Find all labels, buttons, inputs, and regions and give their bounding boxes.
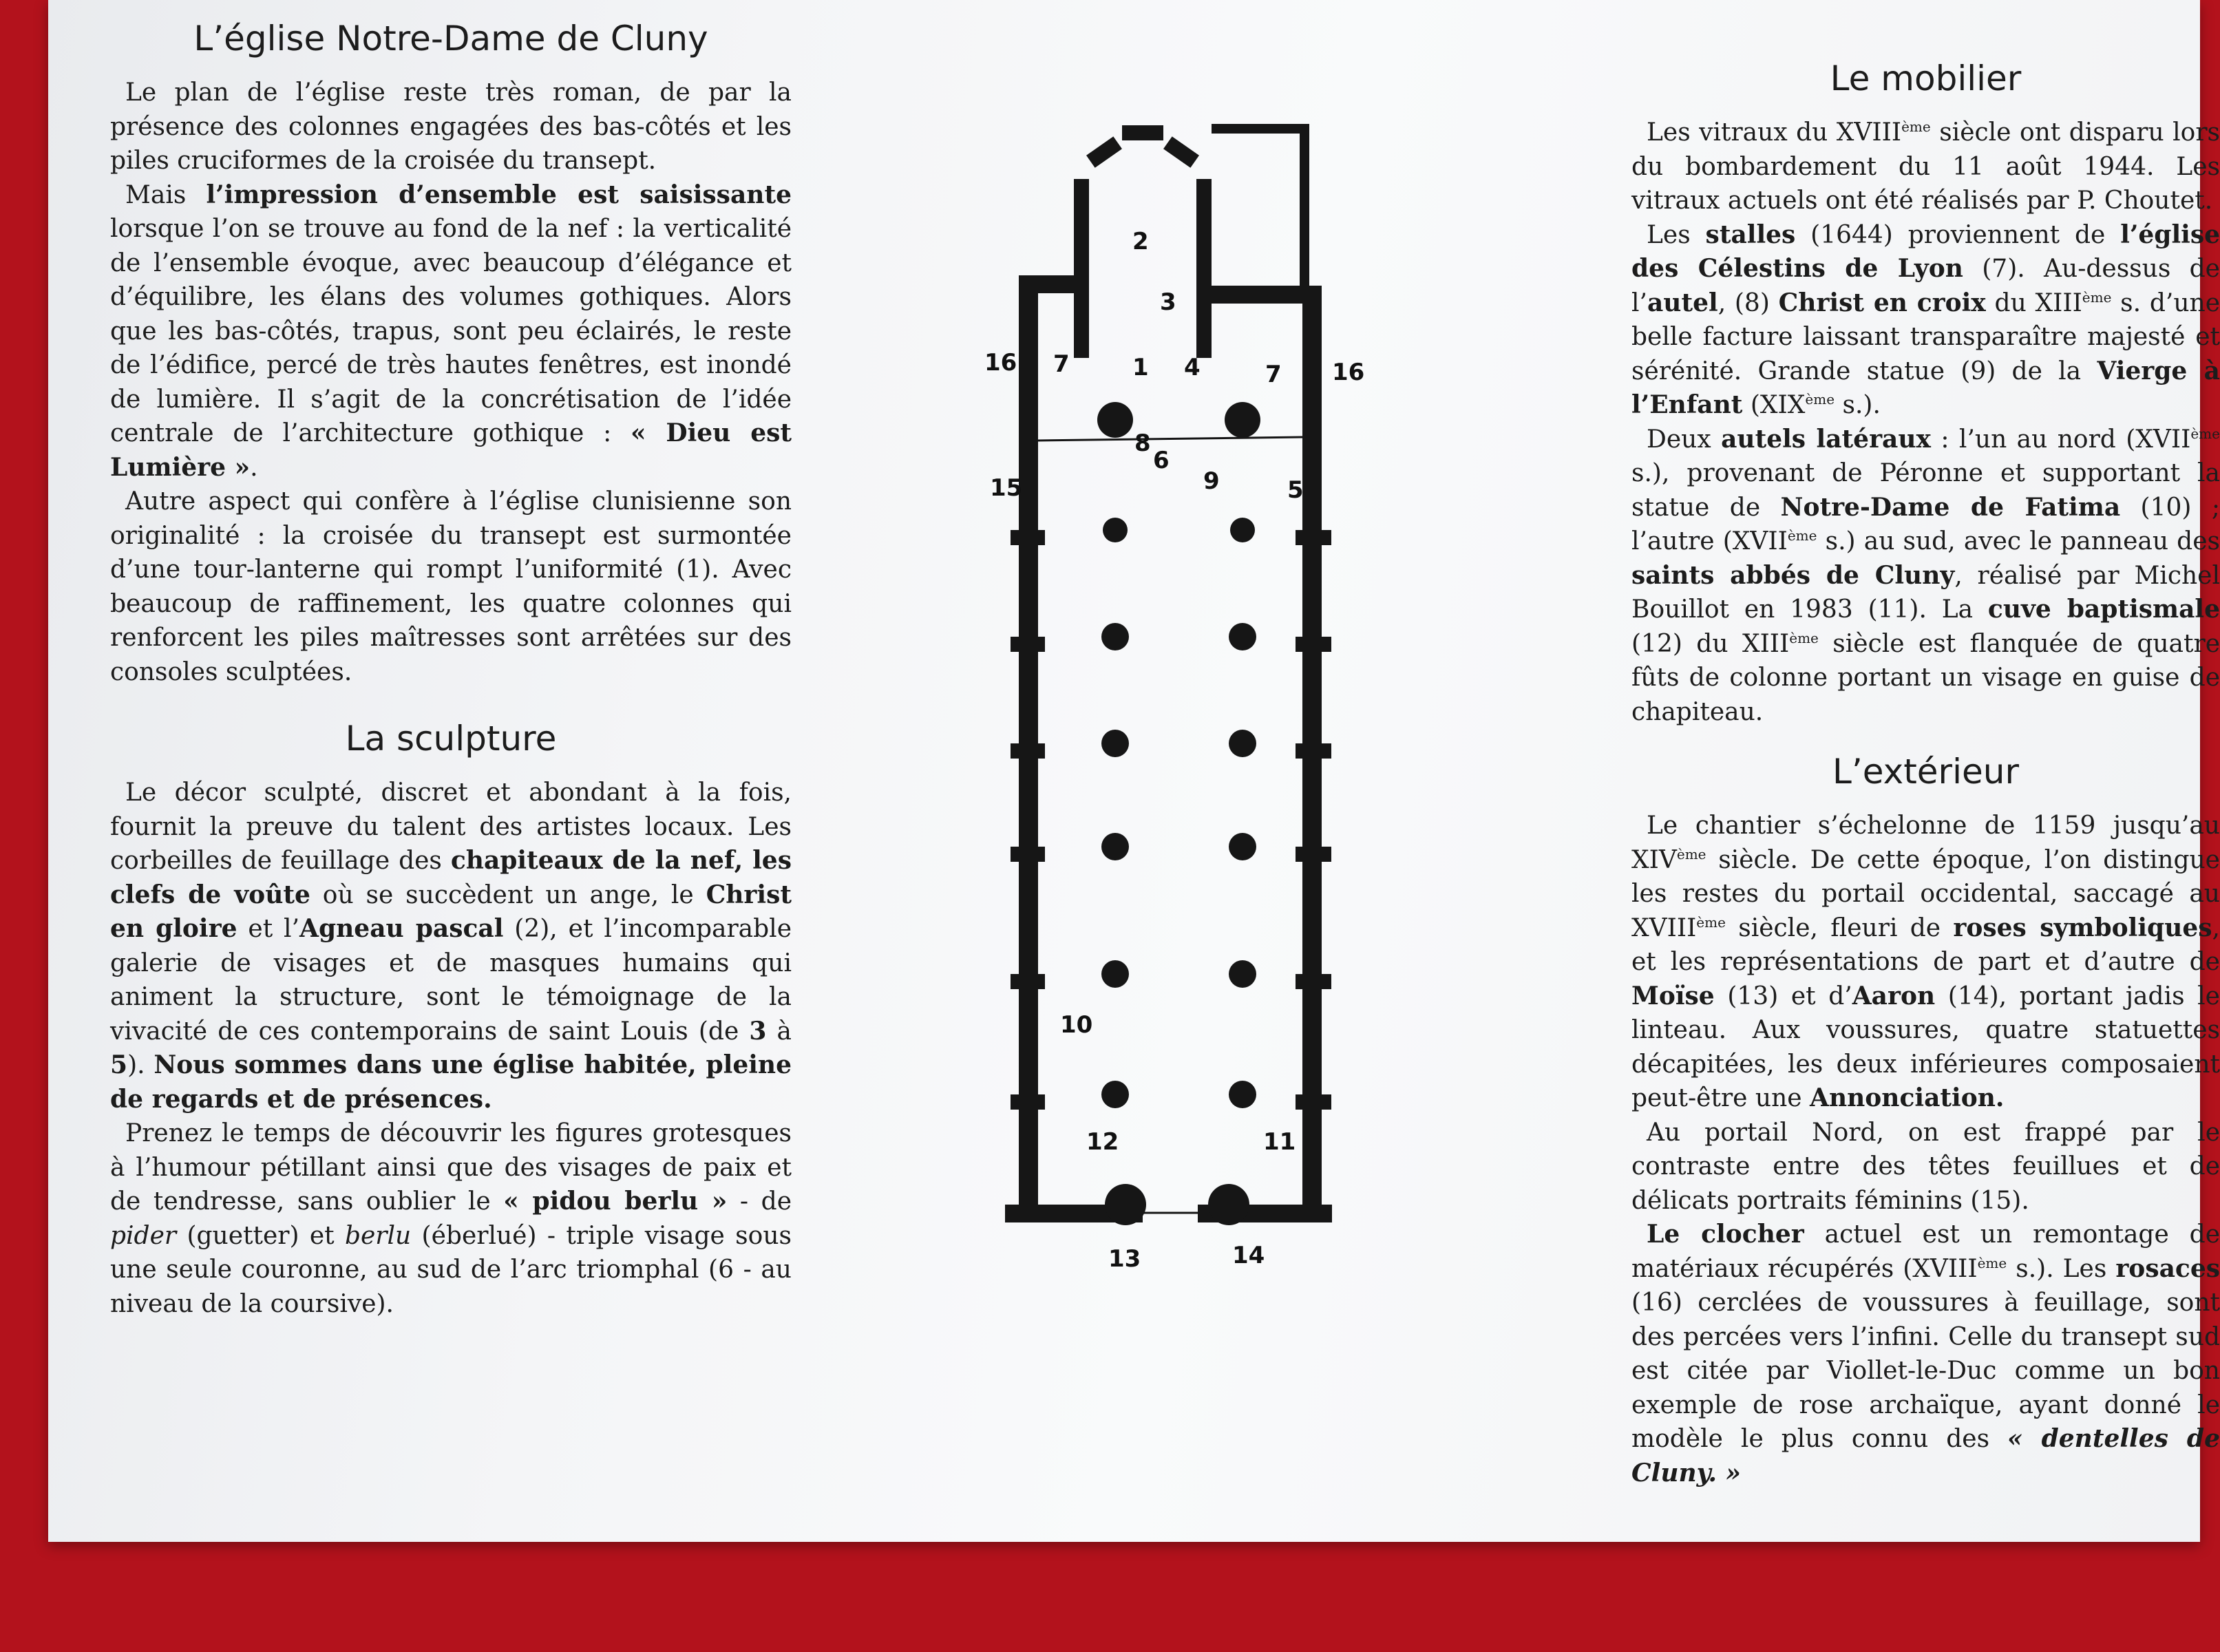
- paragraph-originality: [110, 485, 792, 689]
- buttress: [1296, 637, 1331, 652]
- text-run-bold: l’impression d’ensemble est saisissante: [206, 180, 792, 209]
- text-run-bold: Le clocher: [1647, 1220, 1804, 1249]
- plan-label: 16: [1332, 359, 1365, 386]
- left-column: [110, 14, 792, 1321]
- paragraph-plan: [110, 76, 792, 178]
- text-run: , (8): [1717, 288, 1779, 317]
- text-run: (12) du XIII: [1631, 629, 1790, 658]
- nave-pier: [1101, 730, 1129, 757]
- crossing-pier: [1097, 402, 1133, 438]
- portal-pier: [1208, 1184, 1249, 1225]
- sacristy-wall-top: [1212, 124, 1308, 134]
- text-run: - de: [727, 1187, 792, 1216]
- text-run: ).: [127, 1051, 154, 1079]
- buttress: [1011, 530, 1045, 545]
- apse-vault-top: [1122, 125, 1163, 140]
- text-run-bold: rosaces: [2115, 1253, 2220, 1283]
- text-run: et l’: [237, 915, 300, 943]
- buttress: [1011, 974, 1045, 989]
- right-column: [1631, 54, 2220, 1490]
- buttress: [1296, 530, 1331, 545]
- plan-label: 7: [1265, 361, 1282, 388]
- text-run-italic: pider: [110, 1221, 177, 1250]
- nave-pier: [1229, 1081, 1256, 1108]
- text-run-superscript: ème: [1787, 527, 1817, 544]
- text-run-bold: Aaron: [1852, 981, 1936, 1010]
- text-run: (13) et d’: [1714, 982, 1852, 1010]
- apse-wall-right: [1196, 179, 1212, 358]
- buttress: [1011, 743, 1045, 759]
- text-run: Prenez le temps de découvrir les figures grotesques à l’humour pétillant ainsi que des visages de paix et de tendresse, sans oublier le: [110, 1119, 792, 1216]
- text-run: s.).: [1835, 391, 1881, 419]
- text-run-bold: chapiteaux de la nef, les clefs de voûte: [110, 846, 792, 909]
- text-run: (guetter) et: [176, 1221, 345, 1250]
- buttress: [1296, 743, 1331, 759]
- text-run-bold-italic: « dentelles de Cluny. »: [1631, 1424, 2220, 1487]
- nave-pier: [1101, 1081, 1129, 1108]
- text-run: Les vitraux du XVIII: [1647, 118, 1902, 147]
- text-run: Autre aspect qui confère à l’église clunisienne son originalité : la croisée du transept est surmontée d’une tour-lanterne qui rompt l’uniformité (1). Avec beaucoup de raffinement, les quatre colonnes qui renforcent les piles maîtresses sont arrêtées sur des consoles sculptées.: [110, 487, 792, 686]
- text-run-superscript: ème: [1805, 391, 1835, 407]
- paragraph-autels: [1631, 423, 2220, 730]
- nave-pier: [1229, 623, 1256, 650]
- apse-vault-left: [1086, 136, 1122, 168]
- buttress: [1296, 847, 1331, 862]
- plan-label: 8: [1134, 430, 1151, 457]
- text-run: Deux: [1647, 425, 1722, 454]
- text-run: s.). Les: [2007, 1254, 2116, 1283]
- apse-wall-left: [1074, 179, 1089, 358]
- text-run: , et les représentations de part et d’autre de: [1631, 913, 2220, 976]
- text-run: Le plan de l’église reste très roman, de par la présence des colonnes engagées des bas-côtés et les piles cruciformes de la croisée du transept.: [110, 78, 792, 175]
- text-run: (1644) proviennent de: [1795, 220, 2121, 249]
- text-run: siècle. De cette époque, l’on distingue les restes du portail occidental, saccagé au XVIII: [1631, 845, 2220, 942]
- text-run: (7). Au-dessus de l’: [1631, 255, 2220, 317]
- section-title-mobilier: Le mobilier: [1830, 59, 2022, 98]
- text-run-bold: Vierge à l’Enfant: [1631, 356, 2220, 419]
- plan-label: 16: [984, 349, 1017, 377]
- text-run: s.) au sud, avec le panneau des: [1817, 527, 2220, 555]
- text-run: actuel est un remontage de matériaux récupérés (XVIII: [1631, 1220, 2220, 1283]
- text-run: où se succèdent un ange, le: [310, 880, 706, 909]
- text-run-bold: saints abbés de Cluny: [1631, 560, 1955, 590]
- plan-label: 6: [1153, 447, 1170, 474]
- plan-label: 15: [990, 474, 1023, 502]
- text-run-bold: Moïse: [1631, 981, 1715, 1010]
- text-run-superscript: ème: [1696, 913, 1726, 931]
- text-run: , réalisé par Michel Bouillot en 1983 (11). La: [1631, 561, 2220, 624]
- information-panel: [48, 0, 2220, 1542]
- paragraph-chantier: [1631, 809, 2220, 1116]
- text-run: s. d’une belle facture laissant transparaître majesté et sérénité. Grande statue (9) de la: [1631, 288, 2220, 385]
- text-run: à: [766, 1017, 792, 1046]
- text-run-bold: « Dieu est Lumière »: [110, 419, 792, 482]
- text-run-superscript: ème: [1789, 629, 1819, 646]
- text-run: siècle est flanquée de quatre fûts de colonne portant un visage en guise de chapiteau.: [1631, 629, 2220, 726]
- plan-label: 5: [1287, 476, 1304, 504]
- text-run-italic: berlu: [344, 1221, 412, 1250]
- text-run: Le chantier s’échelonne de 1159 jusqu’au XIV: [1631, 812, 2220, 874]
- plan-label: 1: [1132, 354, 1149, 381]
- text-run-bold: l’église des Célestins de Lyon: [1631, 220, 2220, 283]
- text-run-superscript: ème: [1676, 845, 1706, 862]
- text-run-bold: Christ en gloire: [110, 880, 792, 943]
- paragraph-vitraux: [1631, 116, 2220, 218]
- text-run: siècle, fleuri de: [1725, 913, 1954, 942]
- paragraph-impression: [110, 178, 792, 485]
- text-run: Les: [1647, 220, 1706, 249]
- nave-pier: [1229, 730, 1256, 757]
- plan-label: 11: [1263, 1128, 1296, 1156]
- crossing-pier: [1225, 402, 1260, 438]
- text-run-bold: autel: [1647, 288, 1718, 317]
- plan-label: 10: [1060, 1011, 1093, 1039]
- text-run: Le décor sculpté, discret et abondant à la fois, fournit la preuve du talent des artistes locaux. Les corbeilles de feuillage des: [110, 779, 792, 875]
- nave-pier: [1229, 833, 1256, 860]
- text-run-bold: Notre-Dame de Fatima: [1780, 492, 2121, 522]
- text-run-bold: autels latéraux: [1721, 424, 1931, 454]
- nave-pier: [1230, 518, 1255, 542]
- nave-pier: [1101, 833, 1129, 860]
- church-floor-plan: [950, 103, 1473, 1280]
- text-run: (16) cerclées de voussures à feuillage, sont des percées vers l’infini. Celle du transept sud est citée par Viollet-le-Duc comme un bon exemple de rose archaïque, ayant donné le modèle le plus connu des: [1631, 1289, 2220, 1453]
- text-run-bold: stalles: [1705, 220, 1796, 249]
- text-run-superscript: ème: [2082, 288, 2112, 306]
- text-run: : l’un au nord (XVII: [1931, 425, 2191, 454]
- buttress: [1296, 1094, 1331, 1110]
- plan-label: 14: [1232, 1242, 1265, 1269]
- buttress: [1011, 637, 1045, 652]
- text-run-bold: cuve baptismale: [1987, 595, 2220, 624]
- text-run: du XIII: [1985, 288, 2082, 317]
- text-run: .: [250, 453, 258, 482]
- portal-pier: [1105, 1184, 1146, 1225]
- text-run: lorsque l’on se trouve au fond de la nef : la verticalité de l’ensemble évoque, avec beaucoup d’élégance et d’équilibre, les élans des volumes gothiques. Alors que les bas-côtés, trapus, sont peu éclairés, le reste de l’édifice, percé de très hautes fenêtres, est inondé de lumière. Il s’agit de la concrétisation de l’idée centrale de l’architecture gothique :: [110, 215, 792, 447]
- buttress: [1296, 974, 1331, 989]
- text-run: (10) ; l’autre (XVII: [1631, 493, 2220, 555]
- plan-label: 7: [1053, 350, 1070, 378]
- text-run-bold: Nous sommes dans une église habitée, pleine de regards et de présences.: [110, 1050, 792, 1114]
- text-run: (éberlué) - triple visage sous une seule couronne, au sud de l’arc triomphal (6 - au niveau de la coursive).: [110, 1221, 792, 1318]
- plan-label: 3: [1160, 288, 1176, 316]
- nave-pier: [1101, 623, 1129, 650]
- plan-label: 13: [1108, 1245, 1141, 1273]
- paragraph-portail-nord: [1631, 1116, 2220, 1218]
- transept-arch-line: [1038, 437, 1302, 441]
- nave-pier: [1103, 518, 1128, 542]
- text-run-superscript: ème: [1977, 1254, 2007, 1271]
- buttress: [1011, 1094, 1045, 1110]
- apse-vault-right: [1163, 136, 1199, 168]
- text-run-bold: 3: [749, 1016, 767, 1046]
- plan-label: 9: [1203, 467, 1220, 495]
- plan-label: 12: [1086, 1128, 1119, 1156]
- text-run: Au portail Nord, on est frappé par le contraste entre des têtes feuillues et de délicats portraits féminins (15).: [1631, 1118, 2220, 1215]
- text-run: (XIX: [1742, 391, 1806, 419]
- text-run: (2), et l’incomparable galerie de visages et de masques humains qui animent la structure, sont le témoignage de la vivacité de ces contemporains de saint Louis (de: [110, 915, 792, 1046]
- text-run: siècle ont disparu lors du bombardement du 11 août 1944. Les vitraux actuels ont été réalisés par P. Choutet.: [1631, 118, 2220, 215]
- sacristy-wall-right: [1300, 124, 1309, 289]
- text-run-superscript: ème: [2190, 425, 2220, 442]
- text-run: (14), portant jadis le linteau. Aux voussures, quatre statuettes décapitées, les deux inférieures composaient peut-être une: [1631, 982, 2220, 1112]
- south-transept-top: [1196, 286, 1320, 304]
- section-title-sculpture: La sculpture: [345, 719, 557, 759]
- section-title-exterieur: L’extérieur: [1832, 752, 2020, 792]
- paragraph-sculpture: [110, 776, 792, 1116]
- nave-pier: [1229, 960, 1256, 988]
- text-run: Mais: [125, 180, 207, 209]
- text-run-bold: roses symboliques: [1953, 913, 2212, 942]
- text-run-bold: Annonciation.: [1810, 1083, 2005, 1112]
- text-run-bold: Agneau pascal: [299, 914, 504, 943]
- plan-label: 4: [1184, 354, 1201, 381]
- paragraph-stalles: [1631, 218, 2220, 423]
- paragraph-grotesques: [110, 1116, 792, 1321]
- paragraph-clocher: [1631, 1218, 2220, 1490]
- text-run-bold: 5: [110, 1050, 128, 1079]
- text-run-bold: Christ en croix: [1778, 288, 1986, 317]
- page-title: L’église Notre-Dame de Cluny: [193, 19, 708, 59]
- text-run-superscript: ème: [1901, 118, 1931, 135]
- text-run-bold: « pidou berlu »: [503, 1187, 728, 1216]
- buttress: [1011, 847, 1045, 862]
- plan-label: 2: [1132, 228, 1149, 255]
- text-run: s.), provenant de Péronne et supportant la statue de: [1631, 459, 2220, 522]
- nave-pier: [1101, 960, 1129, 988]
